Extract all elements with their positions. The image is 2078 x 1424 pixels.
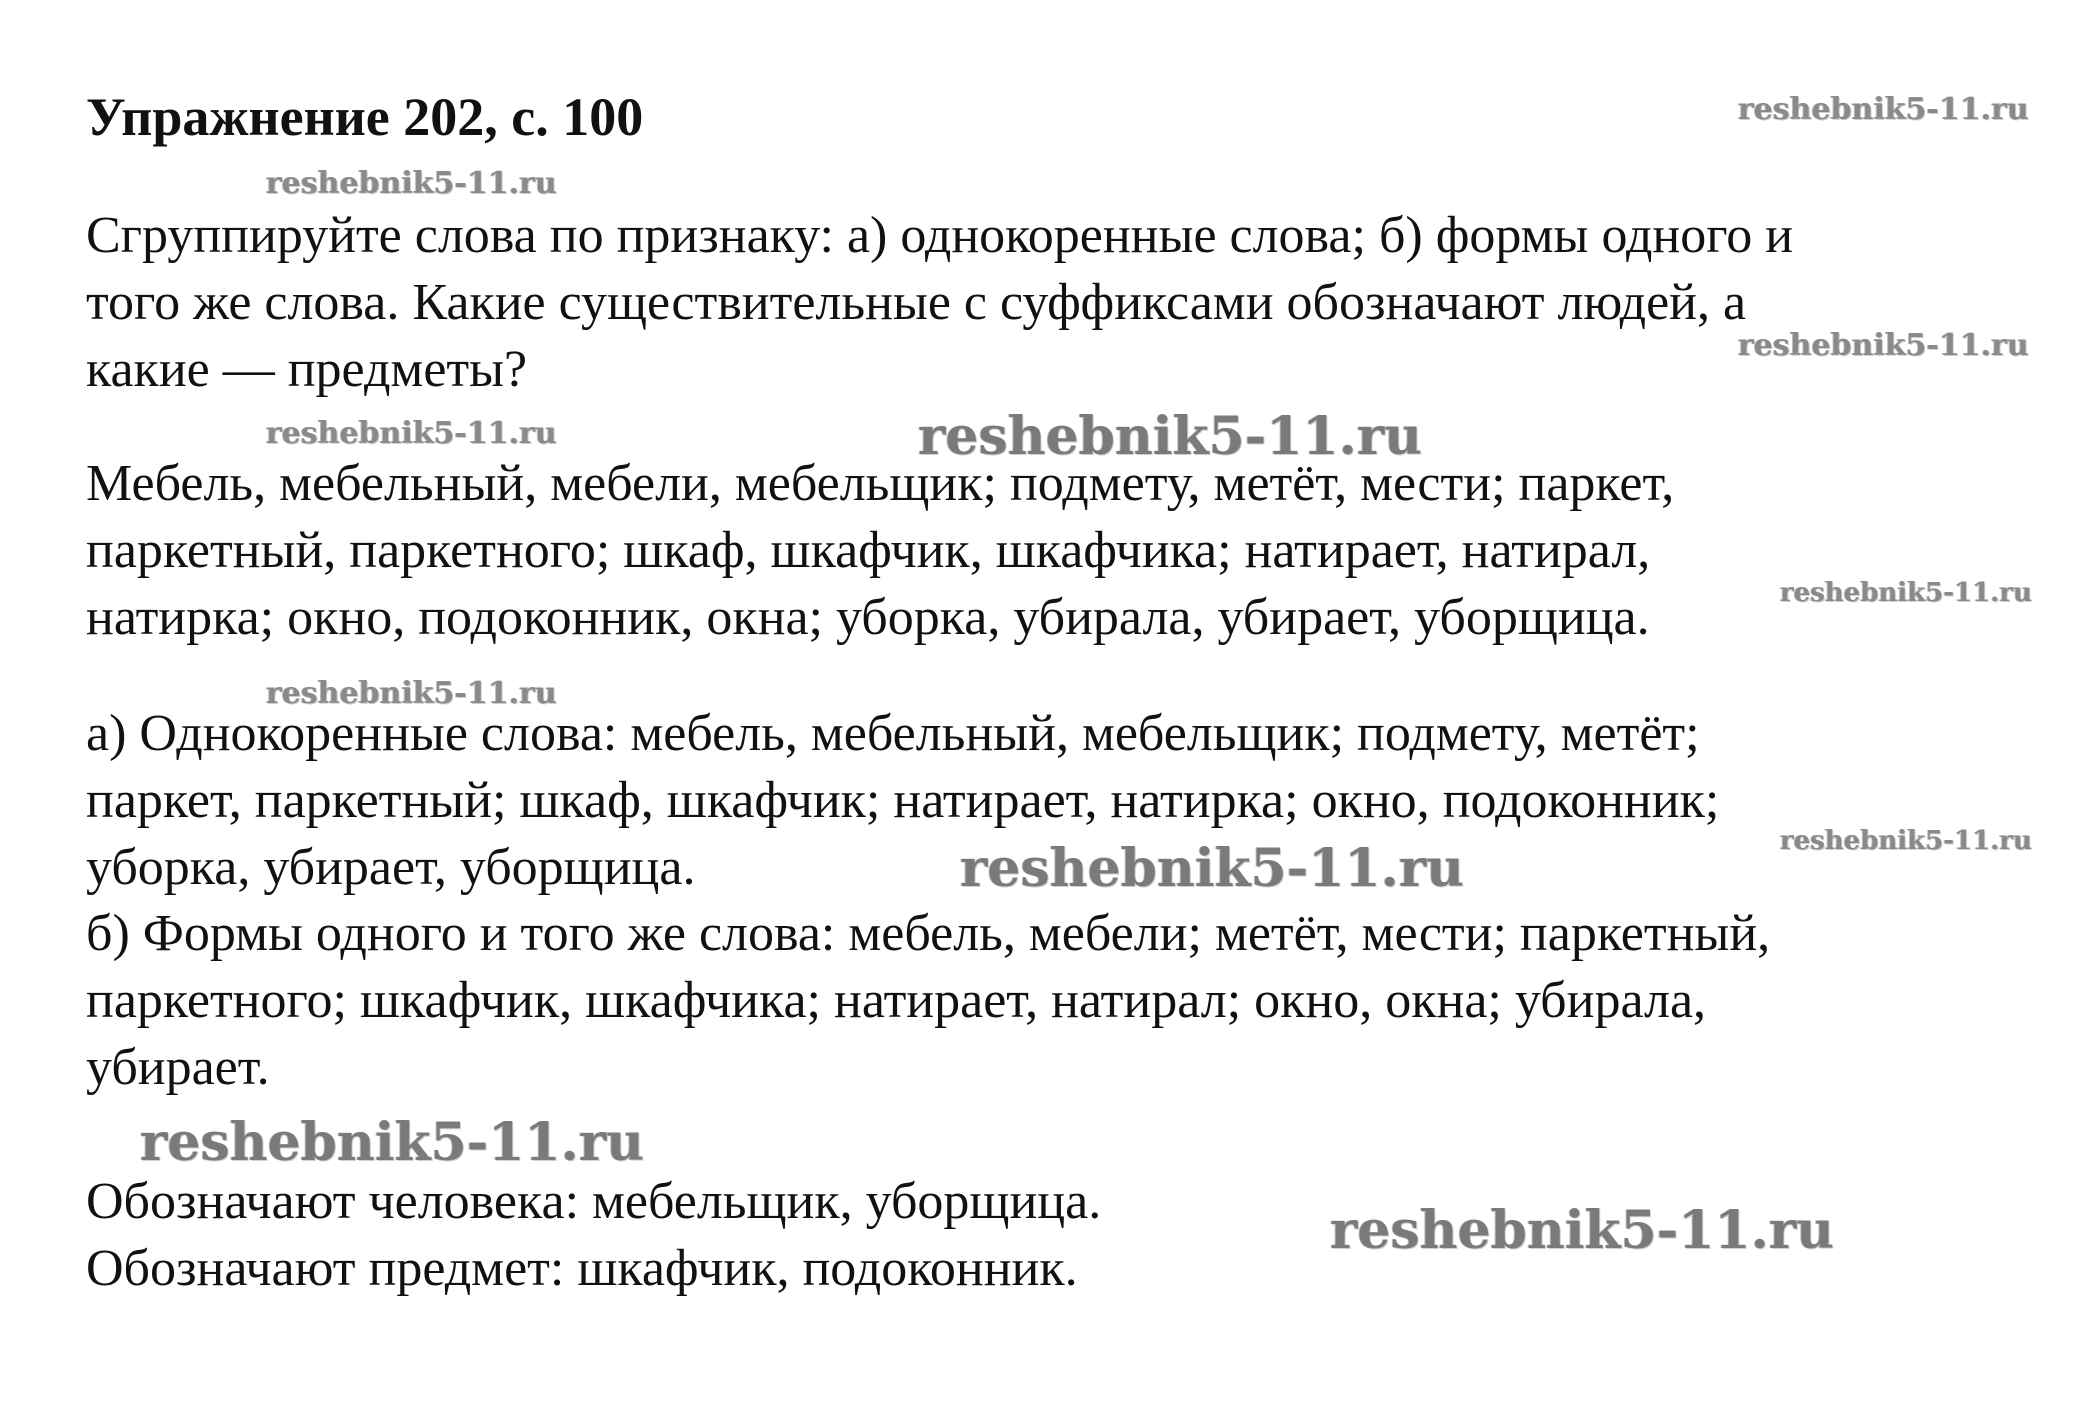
watermark: reshebnik5-11.ru (266, 416, 557, 451)
answer-b-line: б) Формы одного и того же слова: мебель, мебели; метёт, мести; паркетный, (86, 905, 1771, 962)
watermark: reshebnik5-11.ru (960, 838, 1465, 899)
task-line: Сгруппируйте слова по признаку: а) однокоренные слова; б) формы одного и (86, 207, 1794, 264)
watermark: reshebnik5-11.ru (1330, 1200, 1835, 1261)
watermark: reshebnik5-11.ru (266, 676, 557, 711)
task-line: того же слова. Какие существительные с суффиксами обозначают людей, а (86, 274, 1747, 331)
word-list-line: натирка; окно, подоконник, окна; уборка, убирала, убирает, уборщица. (86, 589, 1650, 646)
watermark: reshebnik5-11.ru (1738, 328, 2029, 363)
conclusion-text (86, 1168, 2066, 1302)
exercise-title: Упражнение 202, с. 100 (86, 87, 644, 147)
answer-word-forms (86, 900, 2066, 1101)
word-list-line: паркетный, паркетного; шкаф, шкафчик, шкафчика; натирает, натирал, (86, 522, 1651, 579)
watermark: reshebnik5-11.ru (1780, 826, 2033, 856)
conclusion-line: Обозначают человека: мебельщик, уборщица. (86, 1173, 1102, 1230)
watermark: reshebnik5-11.ru (1738, 92, 2029, 127)
answer-a-line: паркет, паркетный; шкаф, шкафчик; натирает, натирка; окно, подоконник; (86, 772, 1720, 829)
watermark: reshebnik5-11.ru (266, 166, 557, 201)
answer-a-line: а) Однокоренные слова: мебель, мебельный, мебельщик; подмету, метёт; (86, 705, 1700, 762)
answer-b-line: паркетного; шкафчик, шкафчика; натирает, натирал; окно, окна; убирала, (86, 972, 1707, 1029)
word-list (86, 450, 2066, 651)
answer-cognates (86, 700, 2066, 901)
task-line: какие — предметы? (86, 341, 528, 398)
task-text (86, 202, 2066, 403)
watermark: reshebnik5-11.ru (918, 406, 1423, 467)
answer-b-line: убирает. (86, 1039, 270, 1096)
conclusion-line: Обозначают предмет: шкафчик, подоконник. (86, 1240, 1078, 1297)
word-list-line: Мебель, мебельный, мебели, мебельщик; подмету, метёт, мести; паркет, (86, 455, 1675, 512)
answer-a-line: уборка, убирает, уборщица. (86, 839, 696, 896)
watermark: reshebnik5-11.ru (1780, 578, 2033, 608)
watermark: reshebnik5-11.ru (140, 1112, 645, 1173)
